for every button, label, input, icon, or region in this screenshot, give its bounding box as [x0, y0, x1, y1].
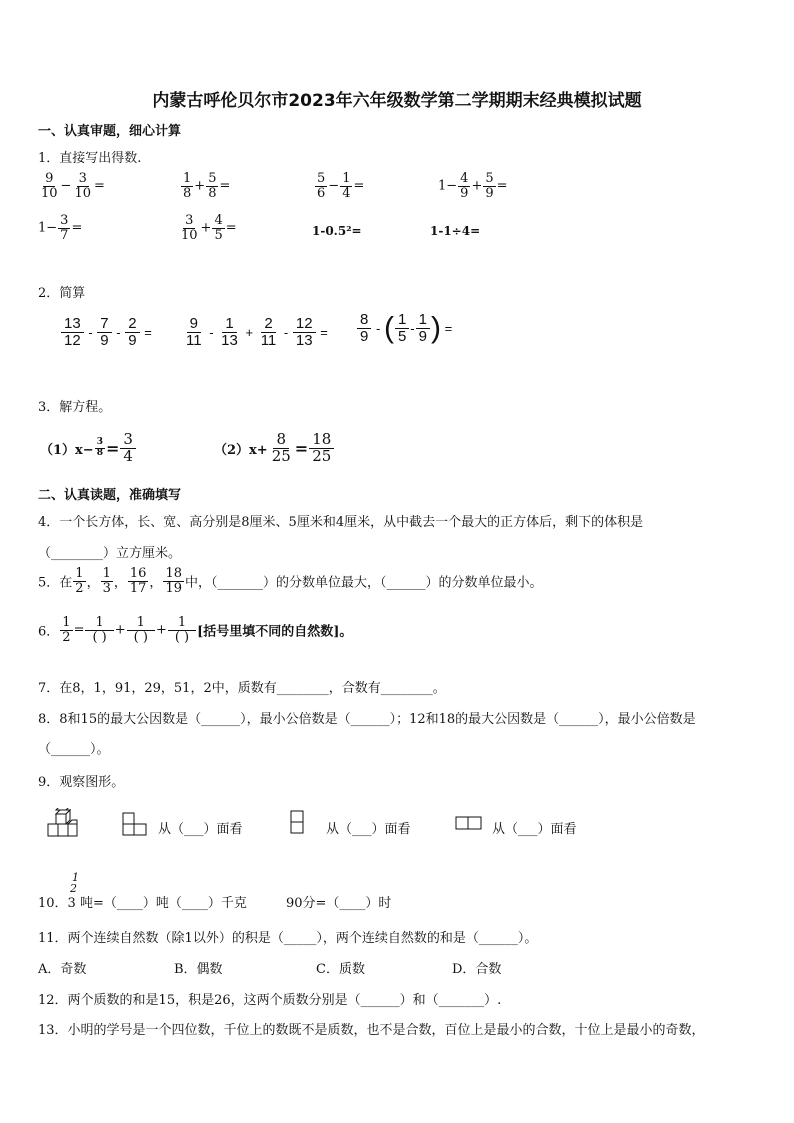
q3-equation-2: （2）x+ $\frac{8}{25}$ = $\frac{18}{25}$ — [214, 432, 335, 465]
q11-option-d: D．合数 — [452, 962, 502, 977]
q11-option-c: C．质数 — [316, 962, 365, 977]
question-10-text: 吨=（____）吨（____）千克 — [80, 896, 247, 911]
q2-expr-3: $\frac{8}{9}$ - ( $\frac{1}{5}$ - $\frac{1}{9}$ ) = — [356, 312, 452, 345]
q1-expr-3: $\frac{5}{6}$ − $\frac{1}{4}$ = — [317, 171, 365, 201]
view-figure-1 — [122, 812, 148, 840]
q2-expr-1: $\frac{13}{12}$ - $\frac{7}{9}$ - $\frac{2}{9}$ = — [60, 316, 152, 349]
view-label-3: 从（___）面看 — [492, 822, 577, 837]
question-10: 10．3 1 2 — [38, 871, 79, 911]
question-8-line-1: 8．8和15的最大公因数是（______），最小公倍数是（______）；12和18的最大公因数是（______），最小公倍数是 — [38, 712, 696, 727]
section-heading-2: 二、认真读题，准确填写 — [38, 488, 182, 503]
q1-expr-8: 1-1÷4= — [430, 224, 481, 238]
question-10-second: 90分=（____）时 — [286, 896, 392, 911]
q1-expr-1: $\frac{9}{10}$ − $\frac{3}{10}$ = — [41, 171, 105, 201]
view-figure-2 — [290, 810, 304, 838]
q3-equation-1: （1）x− $\frac{3}{8}$ = $\frac{3}{4}$ — [40, 432, 137, 465]
question-2-label: 2．简算 — [38, 286, 86, 301]
page-title: 内蒙古呼伦贝尔市2023年六年级数学第二学期期末经典模拟试题 — [152, 91, 642, 111]
question-5: 5．在 $\frac{1}{2}$ ， $\frac{1}{3}$ ， $\frac{16}{17}$ ， $\frac{18}{19}$ 中，（_______）的分数单位最大，（______）的分数单位最小。 — [38, 566, 543, 596]
question-6: 6． $\frac{1}{2}$ = $\frac{1}{( )}$ + $\frac{1}{( )}$ + $\frac{1}{( )}$ [括号里填不同的自然数]。 — [38, 615, 353, 645]
section-heading-1: 一、认真审题，细心计算 — [38, 124, 182, 139]
question-9-label: 9．观察图形。 — [38, 775, 125, 790]
q11-option-b: B．偶数 — [174, 962, 223, 977]
q1-expr-5: 1− $\frac{3}{7}$ = — [38, 213, 83, 243]
q1-expr-6: $\frac{3}{10}$ + $\frac{4}{5}$ = — [181, 213, 237, 243]
q1-expr-7: 1-0.5²= — [312, 224, 362, 238]
cube-solid-figure — [46, 808, 80, 844]
q2-expr-2: $\frac{9}{11}$ - $\frac{1}{13}$ + $\frac{2}{11}$ - $\frac{12}{13}$ = — [186, 315, 328, 349]
q1-expr-4: 1− $\frac{4}{9}$ + $\frac{5}{9}$ = — [438, 171, 508, 201]
view-label-2: 从（___）面看 — [326, 822, 411, 837]
view-figure-3 — [455, 816, 483, 834]
question-4-line-2: （________）立方厘米。 — [38, 546, 182, 561]
question-11: 11．两个连续自然数（除1以外）的积是（_____），两个连续自然数的和是（______）。 — [38, 931, 538, 946]
question-7: 7．在8，1，91，29，51，2中，质数有________，合数有________。 — [38, 681, 446, 696]
question-12: 12．两个质数的和是15，积是26，这两个质数分别是（______）和（_______）. — [38, 993, 502, 1008]
question-1-label: 1．直接写出得数. — [38, 151, 142, 166]
view-label-1: 从（___）面看 — [158, 822, 243, 837]
question-8-line-2: （______）。 — [38, 742, 110, 757]
q1-expr-2: $\frac{1}{8}$ + $\frac{5}{8}$ = — [183, 171, 231, 201]
question-13: 13．小明的学号是一个四位数，千位上的数既不是质数，也不是合数，百位上是最小的合数，十位上是最小的奇数， — [38, 1023, 705, 1038]
question-4-line-1: 4．一个长方体，长、宽、高分别是8厘米、5厘米和4厘米，从中截去一个最大的正方体后，剩下的体积是 — [38, 515, 644, 530]
q11-option-a: A．奇数 — [38, 962, 87, 977]
question-3-label: 3．解方程。 — [38, 400, 112, 415]
